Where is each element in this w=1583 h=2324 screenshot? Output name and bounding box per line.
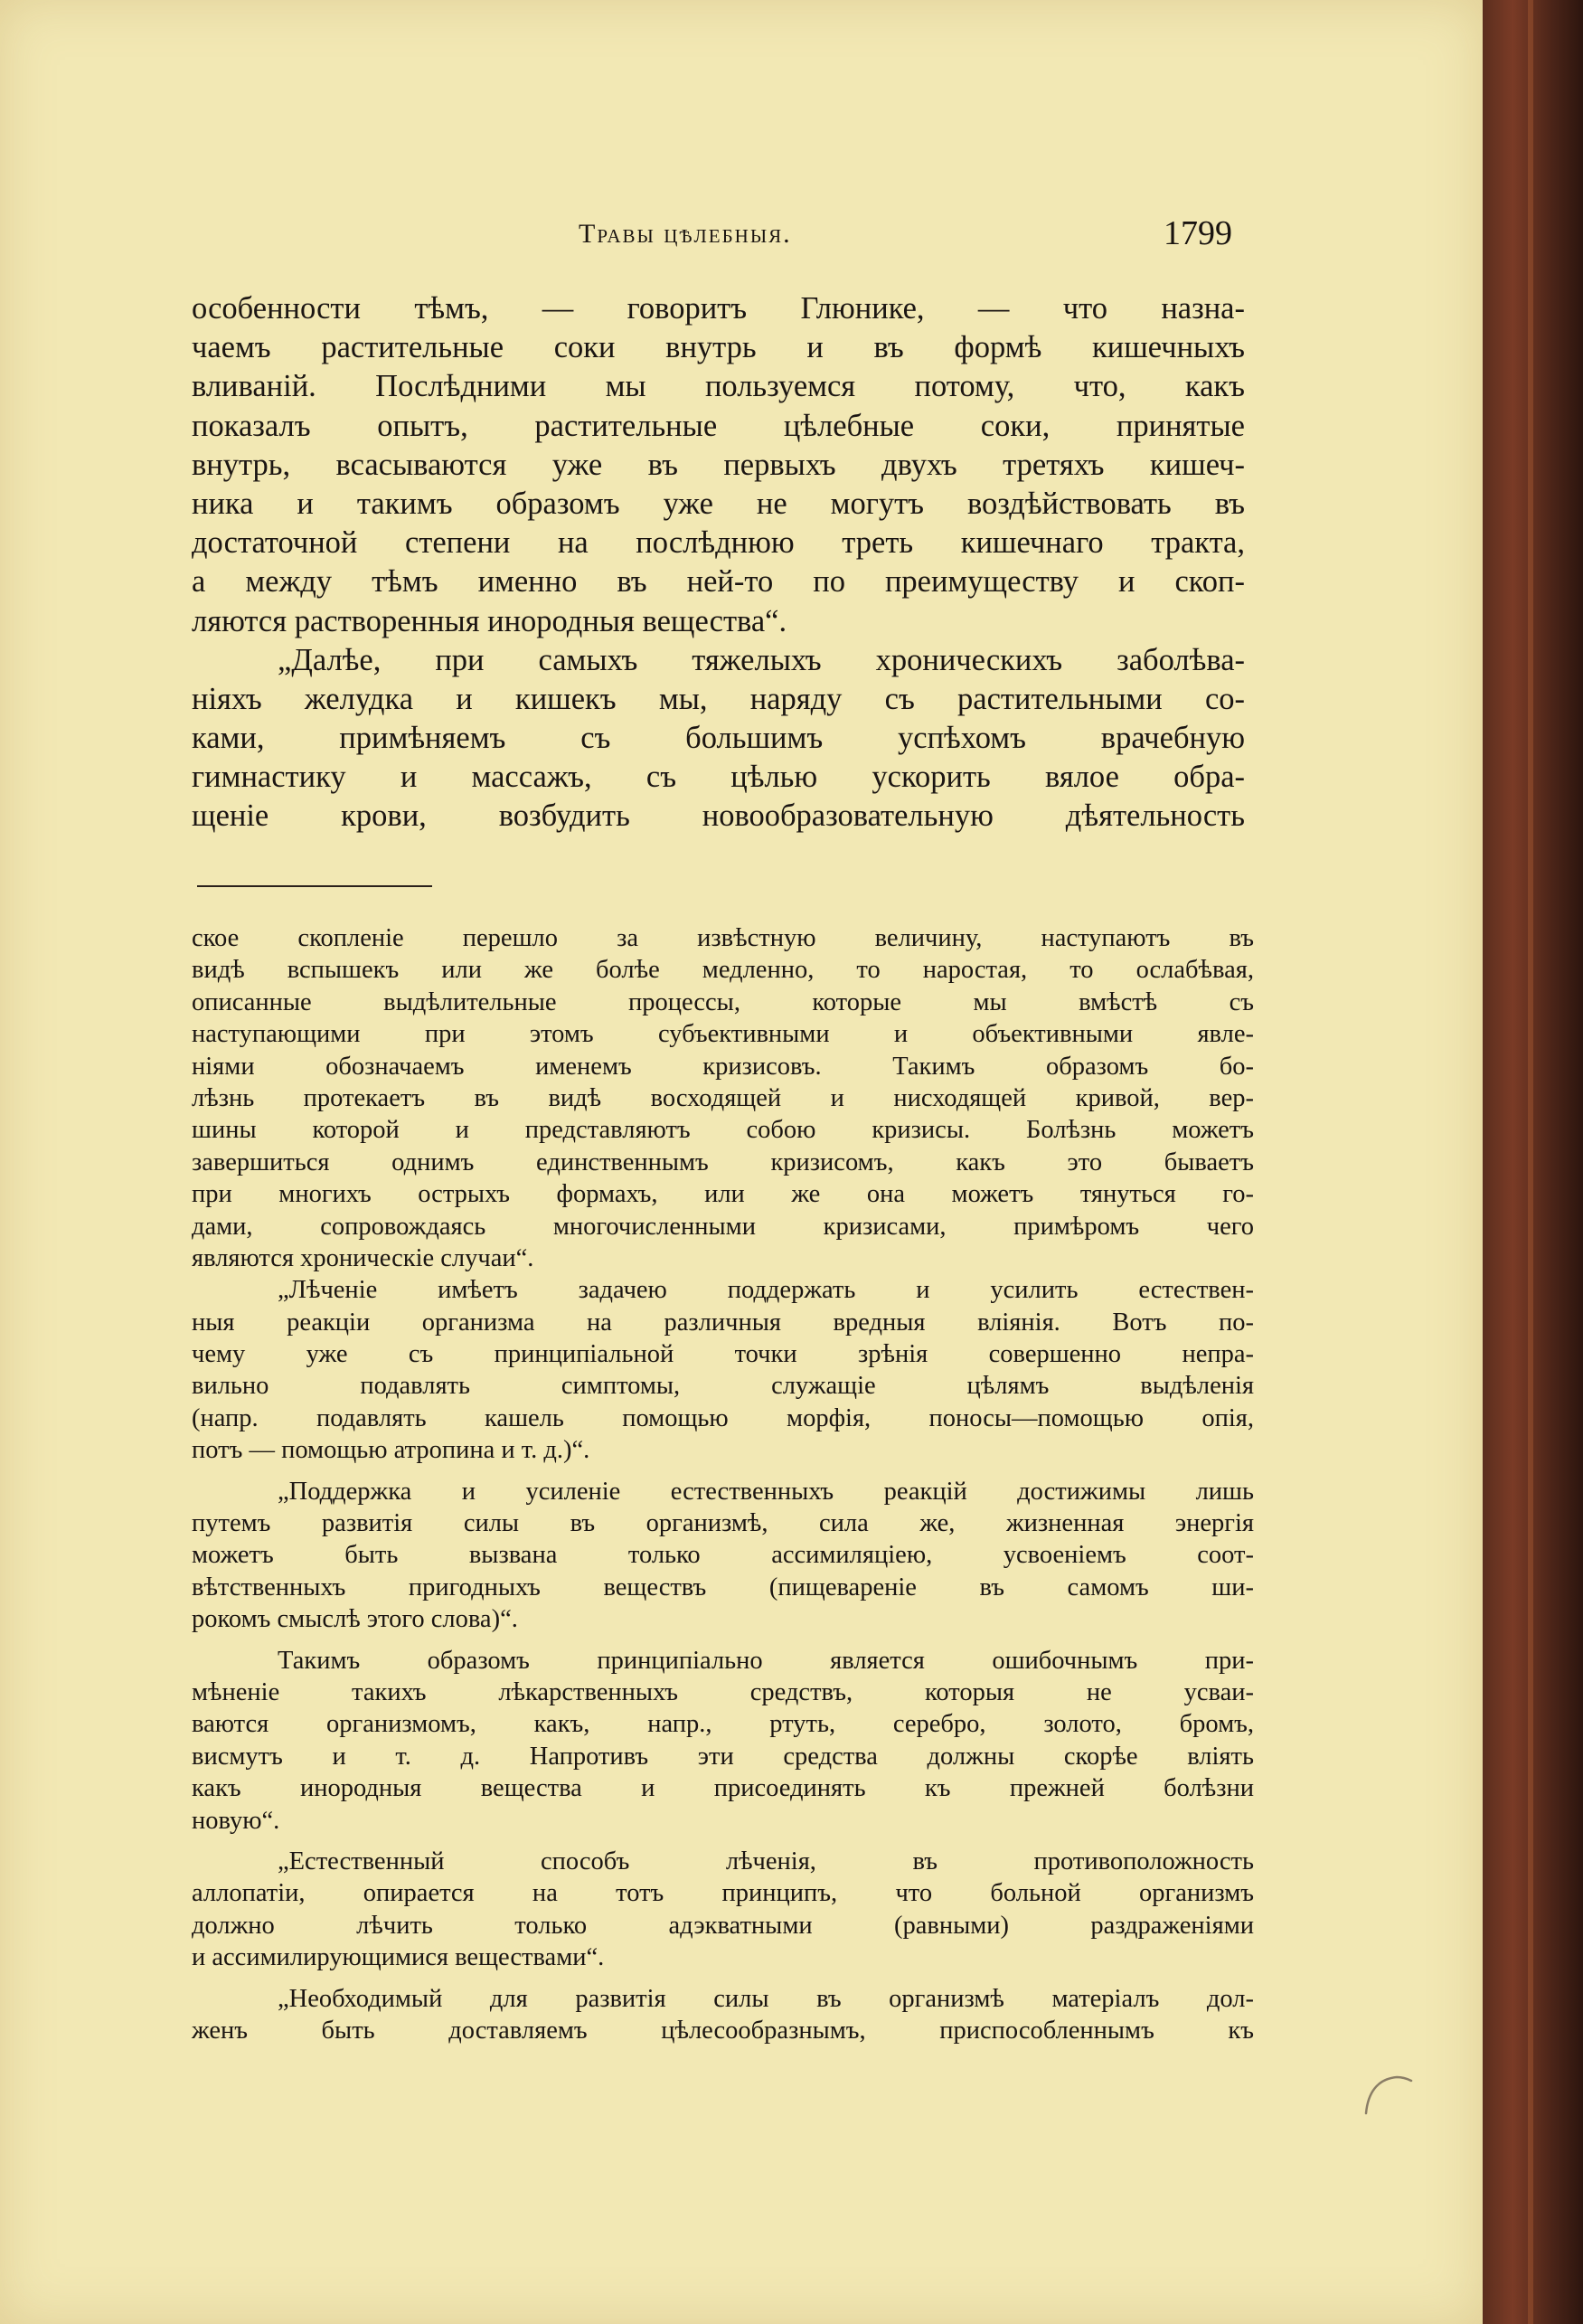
footnote-line: наступающими при этомъ субъективными и объективными явле- (192, 1020, 1254, 1049)
footnote-line: ское скопленіе перешло за извѣстную величину, наступаютъ въ (192, 924, 1254, 952)
text-line: особенности тѣмъ, — говоритъ Глюнике, — что назна- (192, 291, 1245, 326)
paragraph-gap (192, 1974, 1254, 1983)
footnote-text (192, 922, 1254, 2046)
text-line: вливаній. Послѣдними мы пользуемся потому, что, какъ (192, 369, 1245, 404)
footnote-line: (напр. подавлять кашель помощью морфія, поносы—помощью опія, (192, 1403, 1254, 1432)
footnote-line: при многихъ острыхъ формахъ, или же она можетъ тянуться го- (192, 1180, 1254, 1209)
footnote-line: вѣтственныхъ пригодныхъ веществъ (пищевареніе въ самомъ ши- (192, 1573, 1254, 1601)
main-text (192, 289, 1245, 836)
footnote-line: ваются организмомъ, какъ, напр., ртуть, серебро, золото, бромъ, (192, 1710, 1254, 1739)
footnote-line: висмутъ и т. д. Напротивъ эти средства должны скорѣе вліять (192, 1742, 1254, 1771)
footnote-line: шины которой и представляютъ собою кризисы. Болѣзнь можетъ (192, 1116, 1254, 1145)
text-line: щеніе крови, возбудить новообразовательную дѣятельность (192, 798, 1245, 834)
paragraph-gap (192, 1467, 1254, 1476)
footnote-line: рокомъ смыслѣ этого слова)“. (192, 1605, 518, 1634)
page-number: 1799 (1164, 214, 1232, 252)
text-line: ніяхъ желудка и кишекъ мы, наряду съ растительными со- (192, 681, 1245, 716)
text-line: чаемъ растительные соки внутрь и въ формѣ кишечныхъ (192, 330, 1245, 365)
footnote-line: мѣненіе такихъ лѣкарственныхъ средствъ, которыя не усваи- (192, 1677, 1254, 1706)
footnote-line: путемъ развитія силы въ организмѣ, сила же, жизненная энергія (192, 1509, 1254, 1538)
paragraph-gap (192, 1636, 1254, 1645)
text-line: а между тѣмъ именно въ ней-то по преимуществу и скоп- (192, 564, 1245, 600)
footnote-line: „Лѣченіе имѣетъ задачею поддержать и усилить естествен- (278, 1276, 1254, 1305)
text-line: внутрь, всасываются уже въ первыхъ двухъ третяхъ кишеч- (192, 447, 1245, 482)
running-head: Травы цѣлебныя. (579, 219, 792, 249)
footnote-line: описанные выдѣлительные процессы, которые мы вмѣстѣ съ (192, 987, 1254, 1016)
footnote-line: какъ инородныя вещества и присоединять къ прежней болѣзни (192, 1774, 1254, 1803)
text-line: достаточной степени на послѣднюю треть кишечнаго тракта, (192, 525, 1245, 561)
paragraph-gap (192, 1837, 1254, 1846)
footnote-line: „Естественный способъ лѣченія, въ противоположность (278, 1847, 1254, 1875)
text-line: ника и такимъ образомъ уже не могутъ воздѣйствовать въ (192, 486, 1245, 521)
footnote-line: можетъ быть вызвана только ассимиляціею, усвоеніемъ соот- (192, 1541, 1254, 1570)
book-edge-strip (1528, 0, 1533, 2324)
text-line: ляются растворенныя инородныя вещества“. (192, 603, 787, 638)
footnote-line: чему уже съ принципіальной точки зрѣнія совершенно непра- (192, 1340, 1254, 1369)
text-line: гимнастику и массажъ, съ цѣлью ускорить вялое обра- (192, 760, 1245, 795)
footnote-line: аллопатіи, опирается на тотъ принципъ, что больной организмъ (192, 1879, 1254, 1908)
footnote-line: завершиться однимъ единственнымъ кризисомъ, какъ это бываетъ (192, 1148, 1254, 1176)
text-line: „Далѣе, при самыхъ тяжелыхъ хроническихъ заболѣва- (278, 642, 1245, 677)
footnote-line: видѣ вспышекъ или же болѣе медленно, то наростая, то ослабѣвая, (192, 956, 1254, 985)
footnote-line: являются хроническіе случаи“. (192, 1243, 534, 1272)
footnote-line: дами, сопровождаясь многочисленными кризисами, примѣромъ чего (192, 1212, 1254, 1241)
text-line: показалъ опытъ, растительные цѣлебные соки, принятые (192, 408, 1245, 443)
footnote-line: „Необходимый для развитія силы въ организмѣ матеріалъ дол- (278, 1984, 1254, 2013)
footnote-line: лѣзнь протекаетъ въ видѣ восходящей и нисходящей кривой, вер- (192, 1083, 1254, 1112)
pencil-mark (1361, 2066, 1415, 2121)
footnote-line: ніями обозначаемъ именемъ кризисовъ. Такимъ образомъ бо- (192, 1052, 1254, 1081)
footnote-line: „Поддержка и усиленіе естественныхъ реакцій достижимы лишь (278, 1477, 1254, 1506)
footnote-line: и ассимилирующимися веществами“. (192, 1943, 605, 1972)
footnote-line: ныя реакціи организма на различныя вредныя вліянія. Вотъ по- (192, 1308, 1254, 1337)
footnote-line: женъ быть доставляемъ цѣлесообразнымъ, приспособленнымъ къ (192, 2016, 1254, 2045)
footnote-line: новую“. (192, 1806, 280, 1835)
text-line: ками, примѣняемъ съ большимъ успѣхомъ врачебную (192, 721, 1245, 756)
footnote-line: потъ — помощью атропина и т. д.)“. (192, 1436, 590, 1465)
footnote-line: Такимъ образомъ принципіально является ошибочнымъ при- (278, 1646, 1254, 1675)
footnote-line: вильно подавлять симптомы, служащіе цѣлямъ выдѣленія (192, 1372, 1254, 1401)
footnote-line: должно лѣчить только адэкватными (равными) раздраженіями (192, 1911, 1254, 1940)
footnote-rule (197, 885, 432, 887)
